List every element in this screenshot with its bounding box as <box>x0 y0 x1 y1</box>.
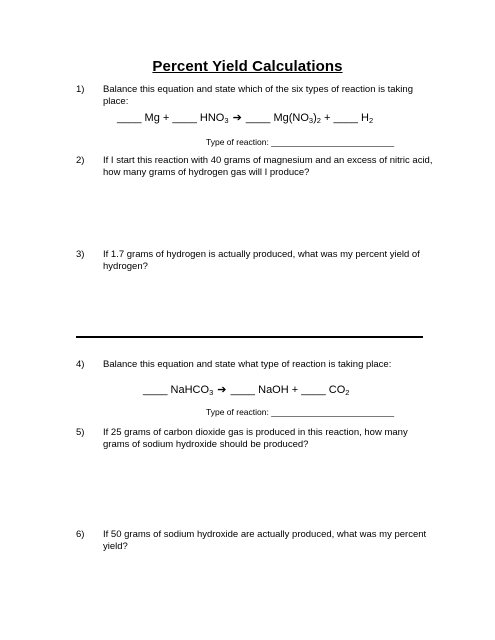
question-6-text: If 50 grams of sodium hydroxide are actually produced, what was my percent yield? <box>103 529 427 552</box>
reaction-arrow-icon: ➔ <box>232 112 242 124</box>
question-1-text: Balance this equation and state which of the six types of reaction is taking place: <box>103 84 413 107</box>
question-4-text: Balance this equation and state what type of reaction is taking place: <box>103 359 392 370</box>
type-of-reaction-1: Type of reaction: __________________________ <box>206 137 395 147</box>
equation-2-blank-1: ____ <box>143 384 168 396</box>
equation-2-blank-3: ____ <box>301 384 326 396</box>
question-3-text: If 1.7 grams of hydrogen is actually produced, what was my percent yield of hydrogen? <box>103 249 420 272</box>
equation-2-term-3: $CO_2$ <box>328 384 350 397</box>
question-2-text: If I start this reaction with 40 grams of magnesium and an excess of nitric acid, how many grams of hydrogen gas will I produce? <box>103 155 433 178</box>
equation-1-blank-3: ____ <box>245 112 271 124</box>
question-4-number: 4) <box>76 359 85 370</box>
equation-1-term-2: $HNO_3$ <box>199 112 229 125</box>
equation-2 <box>143 383 349 396</box>
equation-1-term-3: $Mg(NO_3)_2$ + <box>273 112 331 125</box>
page-title: Percent Yield Calculations <box>152 58 343 75</box>
equation-1-term-1: Mg + <box>144 112 170 124</box>
equation-1-term-4: $H_2$ <box>361 112 374 125</box>
equation-1-blank-1: ____ <box>117 112 142 124</box>
question-5-text: If 25 grams of carbon dioxide gas is produced in this reaction, how many grams of sodium hydroxide should be produced? <box>103 427 408 450</box>
equation-2-term-2: NaOH + <box>258 384 299 396</box>
question-3-number: 3) <box>76 249 85 260</box>
equation-2-term-1: NaHCO$_3$ <box>170 384 214 397</box>
reaction-arrow-icon: ➔ <box>217 384 227 396</box>
equation-1 <box>117 111 373 124</box>
equation-1-blank-2: ____ <box>172 112 197 124</box>
question-1-number: 1) <box>76 84 85 95</box>
question-5-number: 5) <box>76 427 85 438</box>
question-2-number: 2) <box>76 155 85 166</box>
section-divider <box>76 336 423 338</box>
question-6-number: 6) <box>76 529 85 540</box>
equation-1-blank-4: ____ <box>333 112 358 124</box>
equation-2-blank-2: ____ <box>230 384 256 396</box>
type-of-reaction-2: Type of reaction: __________________________ <box>206 407 395 417</box>
